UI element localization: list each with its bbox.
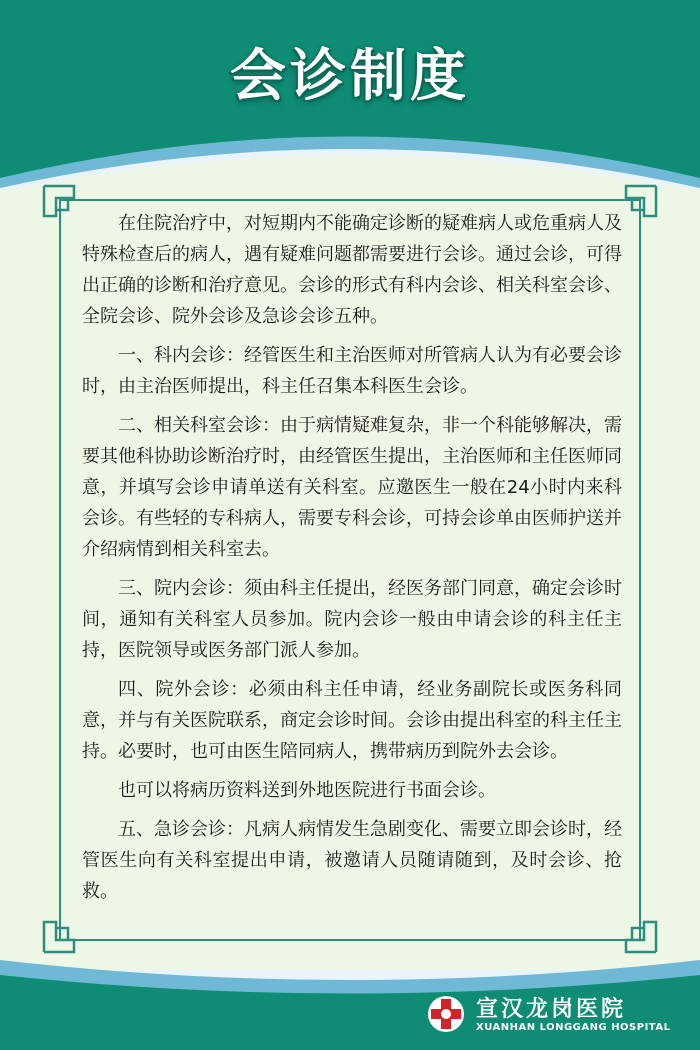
paragraph-intro: 在住院治疗中，对短期内不能确定诊断的疑难病人或危重病人及特殊检查后的病人，遇有疑难问题都需要进行会诊。通过会诊，可得出正确的诊断和治疗意见。会诊的形式有科内会诊、相关科室会诊、全院会诊、院外会诊及急诊会诊五种。 bbox=[82, 213, 622, 327]
paragraph-hospital-consult: 三、院内会诊：须由科主任提出，经医务部门同意，确定会诊时间，通知有关科室人员参加。院内会诊一般由申请会诊的科主任主持，医院领导或医务部门派人参加。 bbox=[82, 578, 622, 661]
hospital-brand bbox=[420, 992, 680, 1040]
hospital-english-name: XUANHAN LONGGANG HOSPITAL bbox=[476, 1022, 671, 1033]
paragraph-external-consult: 四、院外会诊：必须由科主任申请，经业务副院长或医务科同意，并与有关医院联系，商定会诊时间。会诊由提出科室的科主任主持。必要时，也可由医生陪同病人，携带病历到院外去会诊。 bbox=[82, 679, 622, 762]
hospital-name: 宣汉龙岗医院 bbox=[476, 997, 627, 1022]
paragraph-emergency-consult: 五、急诊会诊：凡病人病情发生急剧变化、需要立即会诊时，经管医生向有关科室提出申请，被邀请人员随请随到，及时会诊、抢救。 bbox=[82, 819, 622, 902]
regulation-body bbox=[82, 208, 622, 915]
paragraph-internal-consult: 一、科内会诊：经管医生和主治医师对所管病人认为有必要会诊时，由主治医师提出，科主任召集本科医生会诊。 bbox=[82, 345, 622, 397]
paragraph-written-consult: 也可以将病历资料送到外地医院进行书面会诊。 bbox=[118, 780, 496, 801]
hospital-cross-logo-icon bbox=[426, 994, 466, 1034]
page-title: 会诊制度 bbox=[230, 44, 470, 109]
paragraph-related-dept-consult: 二、相关科室会诊：由于病情疑难复杂，非一个科能够解决，需要其他科协助诊断治疗时，由经管医生提出，主治医师和主任医师同意，并填写会诊申请单送有关科室。应邀医生一般在24小时内来科会诊。有些轻的专科病人，需要专科会诊，可持会诊单由医师护送并介绍病情到相关科室去。 bbox=[82, 415, 622, 560]
